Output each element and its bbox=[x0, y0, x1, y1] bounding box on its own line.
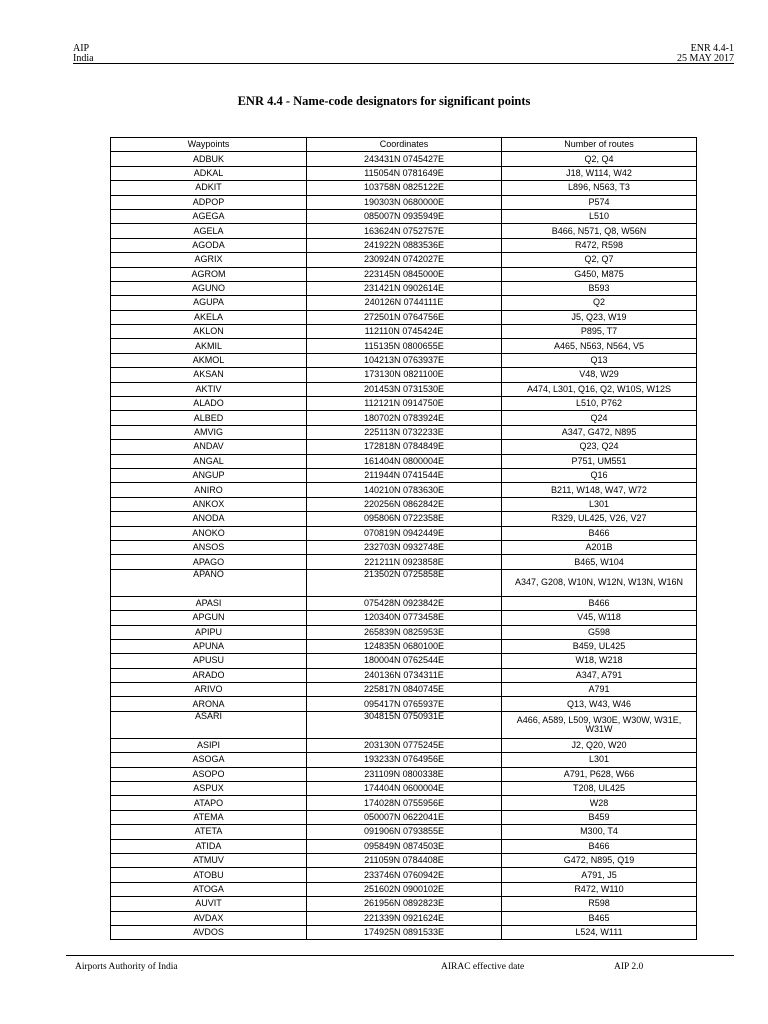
table-row bbox=[111, 654, 697, 668]
coordinates-cell: 240126N 0744111E bbox=[307, 296, 502, 310]
table-row bbox=[111, 825, 697, 839]
routes-cell: R472, W110 bbox=[502, 882, 697, 896]
routes-cell: A474, L301, Q16, Q2, W10S, W12S bbox=[502, 382, 697, 396]
waypoint-cell: APUNA bbox=[111, 639, 307, 653]
coordinates-cell: 174925N 0891533E bbox=[307, 925, 502, 939]
table-row bbox=[111, 454, 697, 468]
waypoint-cell: APGUN bbox=[111, 611, 307, 625]
waypoint-cell: ADBUK bbox=[111, 152, 307, 166]
routes-cell: M300, T4 bbox=[502, 825, 697, 839]
table-row bbox=[111, 925, 697, 939]
routes-cell: Q24 bbox=[502, 411, 697, 425]
routes-cell: B593 bbox=[502, 281, 697, 295]
waypoint-cell: ATEMA bbox=[111, 810, 307, 824]
waypoint-cell: ALBED bbox=[111, 411, 307, 425]
table-row bbox=[111, 911, 697, 925]
waypoint-cell: AKELA bbox=[111, 310, 307, 324]
routes-cell: B465, W104 bbox=[502, 555, 697, 569]
routes-cell: L301 bbox=[502, 497, 697, 511]
table-row bbox=[111, 497, 697, 511]
waypoint-cell: ATMUV bbox=[111, 853, 307, 867]
coordinates-cell: 075428N 0923842E bbox=[307, 596, 502, 610]
header-left bbox=[73, 44, 94, 64]
table-row bbox=[111, 868, 697, 882]
table-row bbox=[111, 738, 697, 752]
waypoint-cell: ASOPO bbox=[111, 767, 307, 781]
coordinates-cell: 190303N 0680000E bbox=[307, 195, 502, 209]
header-page-ref: ENR 4.4-1 bbox=[690, 43, 734, 54]
page-title: ENR 4.4 - Name-code designators for significant points bbox=[237, 94, 531, 108]
routes-cell: V48, W29 bbox=[502, 368, 697, 382]
coordinates-cell: 233746N 0760942E bbox=[307, 868, 502, 882]
waypoint-cell: AGUPA bbox=[111, 296, 307, 310]
waypoint-cell: ANIRO bbox=[111, 483, 307, 497]
header-right bbox=[677, 44, 734, 64]
table-row bbox=[111, 339, 697, 353]
routes-cell: J5, Q23, W19 bbox=[502, 310, 697, 324]
table-row bbox=[111, 238, 697, 252]
routes-cell: G472, N895, Q19 bbox=[502, 853, 697, 867]
waypoint-cell: ASPUX bbox=[111, 782, 307, 796]
coordinates-cell: 115054N 0781649E bbox=[307, 166, 502, 180]
waypoint-cell: AKSAN bbox=[111, 368, 307, 382]
routes-cell: A466, A589, L509, W30E, W30W, W31E, W31W bbox=[502, 711, 697, 738]
column-header-coordinates: Coordinates bbox=[307, 138, 502, 152]
table-row bbox=[111, 209, 697, 223]
coordinates-cell: 124835N 0680100E bbox=[307, 639, 502, 653]
routes-cell: P751, UM551 bbox=[502, 454, 697, 468]
table-row bbox=[111, 555, 697, 569]
routes-cell: P895, T7 bbox=[502, 325, 697, 339]
waypoints-table bbox=[110, 137, 697, 940]
routes-cell: V45, W118 bbox=[502, 611, 697, 625]
routes-cell: B465 bbox=[502, 911, 697, 925]
coordinates-cell: 220256N 0862842E bbox=[307, 497, 502, 511]
table-row bbox=[111, 753, 697, 767]
coordinates-cell: 201453N 0731530E bbox=[307, 382, 502, 396]
coordinates-cell: 172818N 0784849E bbox=[307, 440, 502, 454]
table-row bbox=[111, 411, 697, 425]
table-row bbox=[111, 512, 697, 526]
waypoint-cell: ANKOX bbox=[111, 497, 307, 511]
table-row bbox=[111, 253, 697, 267]
column-header-routes: Number of routes bbox=[502, 138, 697, 152]
column-header-waypoints: Waypoints bbox=[111, 138, 307, 152]
waypoint-cell: AVDAX bbox=[111, 911, 307, 925]
coordinates-cell: 232703N 0932748E bbox=[307, 540, 502, 554]
coordinates-cell: 243431N 0745427E bbox=[307, 152, 502, 166]
routes-cell: A791 bbox=[502, 683, 697, 697]
routes-cell: L896, N563, T3 bbox=[502, 181, 697, 195]
waypoint-cell: ASIPI bbox=[111, 738, 307, 752]
waypoint-cell: ADKAL bbox=[111, 166, 307, 180]
coordinates-cell: 095849N 0874503E bbox=[307, 839, 502, 853]
table-row bbox=[111, 596, 697, 610]
table-row bbox=[111, 839, 697, 853]
coordinates-cell: 272501N 0764756E bbox=[307, 310, 502, 324]
table-row bbox=[111, 296, 697, 310]
routes-cell: J2, Q20, W20 bbox=[502, 738, 697, 752]
coordinates-cell: 241922N 0883536E bbox=[307, 238, 502, 252]
coordinates-cell: 174404N 0600004E bbox=[307, 782, 502, 796]
routes-cell: B466, N571, Q8, W56N bbox=[502, 224, 697, 238]
coordinates-cell: 180702N 0783924E bbox=[307, 411, 502, 425]
table-header-row bbox=[111, 138, 697, 152]
waypoint-cell: ASARI bbox=[111, 711, 307, 738]
coordinates-cell: 163624N 0752757E bbox=[307, 224, 502, 238]
waypoint-cell: AGELA bbox=[111, 224, 307, 238]
table-row bbox=[111, 668, 697, 682]
coordinates-cell: 112110N 0745424E bbox=[307, 325, 502, 339]
routes-cell: A347, G472, N895 bbox=[502, 425, 697, 439]
waypoint-cell: APASI bbox=[111, 596, 307, 610]
routes-cell: Q2 bbox=[502, 296, 697, 310]
table-row bbox=[111, 468, 697, 482]
coordinates-cell: 251602N 0900102E bbox=[307, 882, 502, 896]
waypoint-cell: APAGO bbox=[111, 555, 307, 569]
table-row bbox=[111, 683, 697, 697]
coordinates-cell: 180004N 0762544E bbox=[307, 654, 502, 668]
routes-cell: L301 bbox=[502, 753, 697, 767]
waypoint-cell: ASOGA bbox=[111, 753, 307, 767]
coordinates-cell: 112121N 0914750E bbox=[307, 397, 502, 411]
waypoint-cell: AGROM bbox=[111, 267, 307, 281]
coordinates-cell: 161404N 0800004E bbox=[307, 454, 502, 468]
coordinates-cell: 050007N 0622041E bbox=[307, 810, 502, 824]
table-row bbox=[111, 440, 697, 454]
routes-cell: A347, A791 bbox=[502, 668, 697, 682]
table-row bbox=[111, 281, 697, 295]
waypoint-cell: ADKIT bbox=[111, 181, 307, 195]
coordinates-cell: 173130N 0821100E bbox=[307, 368, 502, 382]
footer-publisher: Airports Authority of India bbox=[75, 962, 178, 972]
waypoint-cell: AGEGA bbox=[111, 209, 307, 223]
waypoint-cell: ATIDA bbox=[111, 839, 307, 853]
routes-cell: R472, R598 bbox=[502, 238, 697, 252]
routes-cell: R329, UL425, V26, V27 bbox=[502, 512, 697, 526]
waypoint-cell: ATOBU bbox=[111, 868, 307, 882]
coordinates-cell: 211944N 0741544E bbox=[307, 468, 502, 482]
routes-cell: A347, G208, W10N, W12N, W13N, W16N bbox=[502, 569, 697, 596]
routes-cell: Q13, W43, W46 bbox=[502, 697, 697, 711]
routes-cell: Q23, Q24 bbox=[502, 440, 697, 454]
waypoint-cell: APIPU bbox=[111, 625, 307, 639]
coordinates-cell: 221339N 0921624E bbox=[307, 911, 502, 925]
routes-cell: L510, P762 bbox=[502, 397, 697, 411]
table-row bbox=[111, 526, 697, 540]
table-row bbox=[111, 181, 697, 195]
routes-cell: A465, N563, N564, V5 bbox=[502, 339, 697, 353]
coordinates-cell: 240136N 0734311E bbox=[307, 668, 502, 682]
routes-cell: W18, W218 bbox=[502, 654, 697, 668]
waypoint-cell: AUVIT bbox=[111, 897, 307, 911]
table-row bbox=[111, 697, 697, 711]
waypoint-cell: ANOKO bbox=[111, 526, 307, 540]
table-row bbox=[111, 540, 697, 554]
routes-cell: B459 bbox=[502, 810, 697, 824]
routes-cell: G598 bbox=[502, 625, 697, 639]
waypoint-cell: AGRIX bbox=[111, 253, 307, 267]
routes-cell: B466 bbox=[502, 596, 697, 610]
routes-cell: B211, W148, W47, W72 bbox=[502, 483, 697, 497]
coordinates-cell: 223145N 0845000E bbox=[307, 267, 502, 281]
coordinates-cell: 174028N 0755956E bbox=[307, 796, 502, 810]
waypoint-cell: AKLON bbox=[111, 325, 307, 339]
header-country: India bbox=[73, 53, 94, 64]
waypoint-cell: ARONA bbox=[111, 697, 307, 711]
coordinates-cell: 140210N 0783630E bbox=[307, 483, 502, 497]
routes-cell: A791, J5 bbox=[502, 868, 697, 882]
table-row bbox=[111, 882, 697, 896]
table-row bbox=[111, 166, 697, 180]
waypoint-cell: AGODA bbox=[111, 238, 307, 252]
table-row bbox=[111, 368, 697, 382]
coordinates-cell: 095806N 0722358E bbox=[307, 512, 502, 526]
waypoint-cell: AKMOL bbox=[111, 353, 307, 367]
routes-cell: L524, W111 bbox=[502, 925, 697, 939]
waypoint-cell: ADPOP bbox=[111, 195, 307, 209]
header-date: 25 MAY 2017 bbox=[676, 53, 734, 64]
coordinates-cell: 193233N 0764956E bbox=[307, 753, 502, 767]
routes-cell: J18, W114, W42 bbox=[502, 166, 697, 180]
table-row bbox=[111, 782, 697, 796]
coordinates-cell: 213502N 0725858E bbox=[307, 569, 502, 596]
waypoint-cell: AKTIV bbox=[111, 382, 307, 396]
routes-cell: B466 bbox=[502, 526, 697, 540]
waypoint-cell: ANSOS bbox=[111, 540, 307, 554]
table-row bbox=[111, 897, 697, 911]
waypoint-cell: ALADO bbox=[111, 397, 307, 411]
coordinates-cell: 091906N 0793855E bbox=[307, 825, 502, 839]
coordinates-cell: 115135N 0800655E bbox=[307, 339, 502, 353]
waypoint-cell: ATOGA bbox=[111, 882, 307, 896]
routes-cell: B466 bbox=[502, 839, 697, 853]
coordinates-cell: 225817N 0840745E bbox=[307, 683, 502, 697]
coordinates-cell: 230924N 0742027E bbox=[307, 253, 502, 267]
coordinates-cell: 070819N 0942449E bbox=[307, 526, 502, 540]
waypoint-cell: AGUNO bbox=[111, 281, 307, 295]
coordinates-cell: 095417N 0765937E bbox=[307, 697, 502, 711]
waypoint-cell: ATAPO bbox=[111, 796, 307, 810]
table-row bbox=[111, 195, 697, 209]
footer-divider bbox=[66, 955, 734, 956]
header-doc: AIP bbox=[73, 43, 90, 54]
waypoint-cell: ANGAL bbox=[111, 454, 307, 468]
waypoint-cell: APUSU bbox=[111, 654, 307, 668]
table-row bbox=[111, 152, 697, 166]
coordinates-cell: 203130N 0775245E bbox=[307, 738, 502, 752]
table-row bbox=[111, 639, 697, 653]
coordinates-cell: 104213N 0763937E bbox=[307, 353, 502, 367]
waypoint-cell: AMVIG bbox=[111, 425, 307, 439]
table-row bbox=[111, 810, 697, 824]
table-row bbox=[111, 325, 697, 339]
table-row bbox=[111, 425, 697, 439]
waypoint-cell: ANODA bbox=[111, 512, 307, 526]
routes-cell: Q2, Q7 bbox=[502, 253, 697, 267]
coordinates-cell: 231109N 0800338E bbox=[307, 767, 502, 781]
waypoint-cell: ARIVO bbox=[111, 683, 307, 697]
routes-cell: G450, M875 bbox=[502, 267, 697, 281]
footer-airac: AIRAC effective date bbox=[441, 962, 525, 972]
table-row bbox=[111, 267, 697, 281]
coordinates-cell: 221211N 0923858E bbox=[307, 555, 502, 569]
table-row bbox=[111, 711, 697, 738]
table-row bbox=[111, 382, 697, 396]
coordinates-cell: 120340N 0773458E bbox=[307, 611, 502, 625]
routes-cell: A791, P628, W66 bbox=[502, 767, 697, 781]
table-row bbox=[111, 483, 697, 497]
routes-cell: P574 bbox=[502, 195, 697, 209]
table-row bbox=[111, 310, 697, 324]
routes-cell: A201B bbox=[502, 540, 697, 554]
table-row bbox=[111, 353, 697, 367]
routes-cell: Q2, Q4 bbox=[502, 152, 697, 166]
coordinates-cell: 304815N 0750931E bbox=[307, 711, 502, 738]
waypoint-cell: ANDAV bbox=[111, 440, 307, 454]
footer-aip: AIP 2.0 bbox=[614, 962, 644, 972]
table-row bbox=[111, 796, 697, 810]
waypoint-cell: AVDOS bbox=[111, 925, 307, 939]
table-row bbox=[111, 767, 697, 781]
table-row bbox=[111, 611, 697, 625]
waypoint-cell: ARADO bbox=[111, 668, 307, 682]
table-row bbox=[111, 224, 697, 238]
routes-cell: B459, UL425 bbox=[502, 639, 697, 653]
routes-cell: L510 bbox=[502, 209, 697, 223]
routes-cell: Q16 bbox=[502, 468, 697, 482]
routes-cell: Q13 bbox=[502, 353, 697, 367]
coordinates-cell: 085007N 0935949E bbox=[307, 209, 502, 223]
table-row bbox=[111, 625, 697, 639]
waypoint-cell: APANO bbox=[111, 569, 307, 596]
waypoint-cell: AKMIL bbox=[111, 339, 307, 353]
table-row bbox=[111, 569, 697, 596]
coordinates-cell: 103758N 0825122E bbox=[307, 181, 502, 195]
coordinates-cell: 261956N 0892823E bbox=[307, 897, 502, 911]
coordinates-cell: 225113N 0732233E bbox=[307, 425, 502, 439]
routes-cell: W28 bbox=[502, 796, 697, 810]
coordinates-cell: 211059N 0784408E bbox=[307, 853, 502, 867]
table-row bbox=[111, 397, 697, 411]
routes-cell: T208, UL425 bbox=[502, 782, 697, 796]
coordinates-cell: 231421N 0902614E bbox=[307, 281, 502, 295]
waypoint-cell: ATETA bbox=[111, 825, 307, 839]
waypoint-cell: ANGUP bbox=[111, 468, 307, 482]
coordinates-cell: 265839N 0825953E bbox=[307, 625, 502, 639]
table-row bbox=[111, 853, 697, 867]
routes-cell: R598 bbox=[502, 897, 697, 911]
header-divider bbox=[73, 63, 734, 64]
